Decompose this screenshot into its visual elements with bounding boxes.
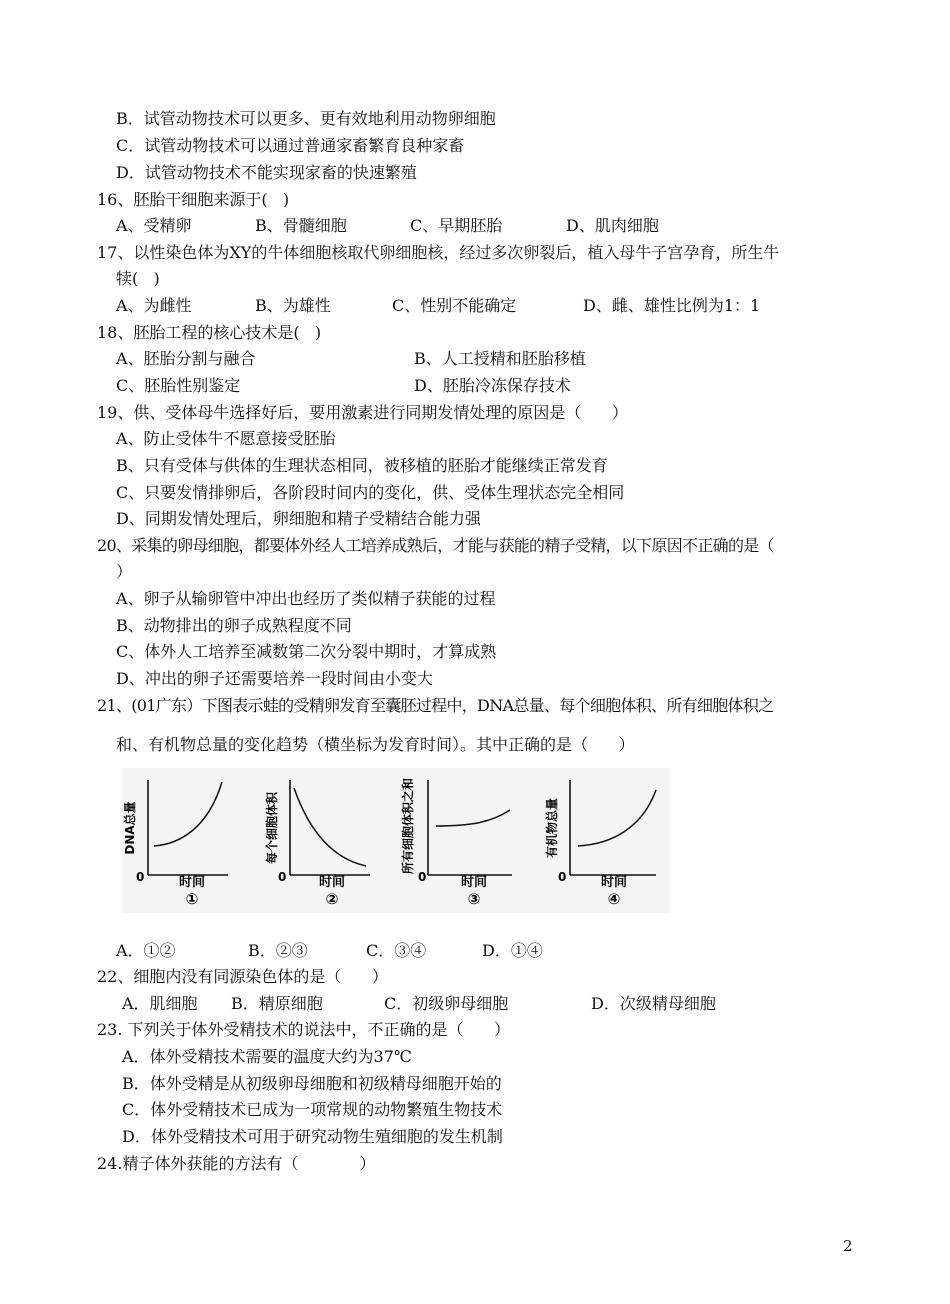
q23-option-c: C．体外受精技术已成为一项常规的动物繁殖生物技术 (122, 1100, 503, 1119)
question-17-line-1: 17、以性染色体为XY的牛体细胞核取代卵细胞核，经过多次卵裂后，植入母牛子宫孕育，所生牛 (97, 243, 780, 262)
question-17-line-2: 犊( ) (116, 269, 160, 288)
q22-option-b: B．精原细胞 (231, 994, 323, 1013)
q20-option-d: D、冲出的卵子还需要培养一段时间由小变大 (116, 669, 433, 688)
question-16: 16、胚胎干细胞来源于( ) (97, 190, 290, 209)
q16-options (0, 215, 950, 237)
q20-option-c: C、体外人工培养至减数第二次分裂中期时，才算成熟 (116, 642, 497, 661)
q17-option-a: A、为雌性 (116, 296, 192, 315)
q20-option-b: B、动物排出的卵子成熟程度不同 (116, 616, 352, 635)
question-18: 18、胚胎工程的核心技术是( ) (97, 323, 322, 342)
development-graphs-figure (122, 768, 670, 913)
q15-option-b: B．试管动物技术可以更多、更有效地利用动物卵细胞 (116, 109, 496, 128)
q17-options (0, 295, 950, 317)
q22-option-a: A．肌细胞 (122, 994, 198, 1013)
q20-option-a: A、卵子从输卵管中冲出也经历了类似精子获能的过程 (116, 589, 496, 608)
q18-option-a: A、胚胎分割与融合 (116, 349, 256, 368)
q19-option-b: B、只有受体与供体的生理状态相同，被移植的胚胎才能继续正常发育 (116, 456, 608, 475)
page-number: 2 (843, 1237, 853, 1255)
graph-3-ylabel: 所有细胞体积之和 (401, 777, 415, 875)
q15-option-d: D．试管动物技术不能实现家畜的快速繁殖 (116, 163, 417, 182)
graph-1-caption: ① (185, 890, 199, 908)
graph-2-xlabel: 时间 (318, 875, 346, 890)
q19-option-c: C、只要发情排卵后，各阶段时间内的变化，供、受体生理状态完全相同 (116, 483, 625, 502)
graph-2-origin: 0 (278, 870, 287, 884)
graph-1-xlabel: 时间 (178, 875, 206, 890)
question-20-line-2: ） (116, 562, 133, 581)
q18-option-d: D、胚胎冷冻保存技术 (414, 376, 571, 395)
graph-2 (264, 780, 370, 908)
question-23: 23. 下列关于体外受精技术的说法中，不正确的是（ ） (97, 1020, 511, 1039)
q23-option-b: B．体外受精是从初级卵母细胞和初级精母细胞开始的 (122, 1074, 502, 1093)
graph-2-curve (294, 788, 366, 866)
q18-option-b: B、人工授精和胚胎移植 (414, 349, 586, 368)
q22-option-d: D．次级精母细胞 (591, 994, 716, 1013)
graph-1-ylabel: DNA总量 (123, 801, 137, 855)
q17-option-b: B、为雄性 (255, 296, 331, 315)
question-21-line-1: 21、(01广东）下图表示蛙的受精卵发育至囊胚过程中，DNA总量、每个细胞体积、所有细胞体积之 (97, 696, 774, 715)
graph-3-caption: ③ (467, 890, 481, 908)
graph-1-curve (154, 782, 222, 846)
graph-3-curve (436, 810, 510, 826)
graph-3-xlabel: 时间 (460, 875, 488, 890)
graph-4-xlabel: 时间 (600, 875, 628, 890)
q19-option-a: A、防止受体牛不愿意接受胚胎 (116, 429, 336, 448)
graph-4-origin: 0 (558, 870, 567, 884)
q19-option-d: D、同期发情处理后，卵细胞和精子受精结合能力强 (116, 509, 481, 528)
q18-option-c: C、胚胎性别鉴定 (116, 376, 241, 395)
q15-option-c: C．试管动物技术可以通过普通家畜繁育良种家畜 (116, 136, 465, 155)
q21-option-c: C．③④ (366, 941, 427, 960)
graph-1-origin: 0 (136, 870, 145, 884)
q21-options (0, 940, 950, 962)
question-20-line-1: 20、采集的卵母细胞，都要体外经人工培养成熟后，才能与获能的精子受精，以下原因不正确的是（ (97, 536, 774, 555)
q21-option-a: A．①② (116, 941, 176, 960)
question-19: 19、供、受体母牛选择好后，要用激素进行同期发情处理的原因是（ ） (97, 403, 628, 422)
q16-option-c: C、早期胚胎 (410, 216, 503, 235)
q23-option-a: A．体外受精技术需要的温度大约为37℃ (122, 1047, 412, 1066)
q18-options-row-2 (0, 375, 950, 397)
graph-3 (400, 778, 512, 908)
graphs-svg (122, 768, 670, 913)
q16-option-a: A、受精卵 (116, 216, 192, 235)
q16-option-d: D、肌肉细胞 (566, 216, 659, 235)
q22-option-c: C．初级卵母细胞 (384, 994, 509, 1013)
graph-4-caption: ④ (607, 890, 621, 908)
question-22: 22、细胞内没有同源染色体的是（ ） (97, 967, 388, 986)
graph-1 (122, 780, 228, 908)
q18-options-row-1 (0, 348, 950, 370)
graph-4-ylabel: 有机物总量 (545, 797, 559, 859)
q21-option-b: B．②③ (248, 941, 308, 960)
q23-option-d: D．体外受精技术可用于研究动物生殖细胞的发生机制 (122, 1127, 503, 1146)
question-24: 24.精子体外获能的方法有（ ） (97, 1154, 376, 1173)
q21-option-d: D．①④ (482, 941, 543, 960)
graph-4 (544, 780, 656, 908)
q17-option-d: D、雌、雄性比例为1：1 (583, 296, 761, 315)
graph-2-caption: ② (325, 890, 339, 908)
graph-4-curve (578, 790, 656, 846)
graph-3-origin: 0 (418, 870, 427, 884)
graph-2-ylabel: 每个细胞体积 (265, 791, 279, 865)
q17-option-c: C、性别不能确定 (392, 296, 517, 315)
question-21-line-2: 和、有机物总量的变化趋势（横坐标为发育时间）。其中正确的是（ ） (116, 735, 635, 754)
q16-option-b: B、骨髓细胞 (255, 216, 347, 235)
q22-options (0, 993, 950, 1015)
